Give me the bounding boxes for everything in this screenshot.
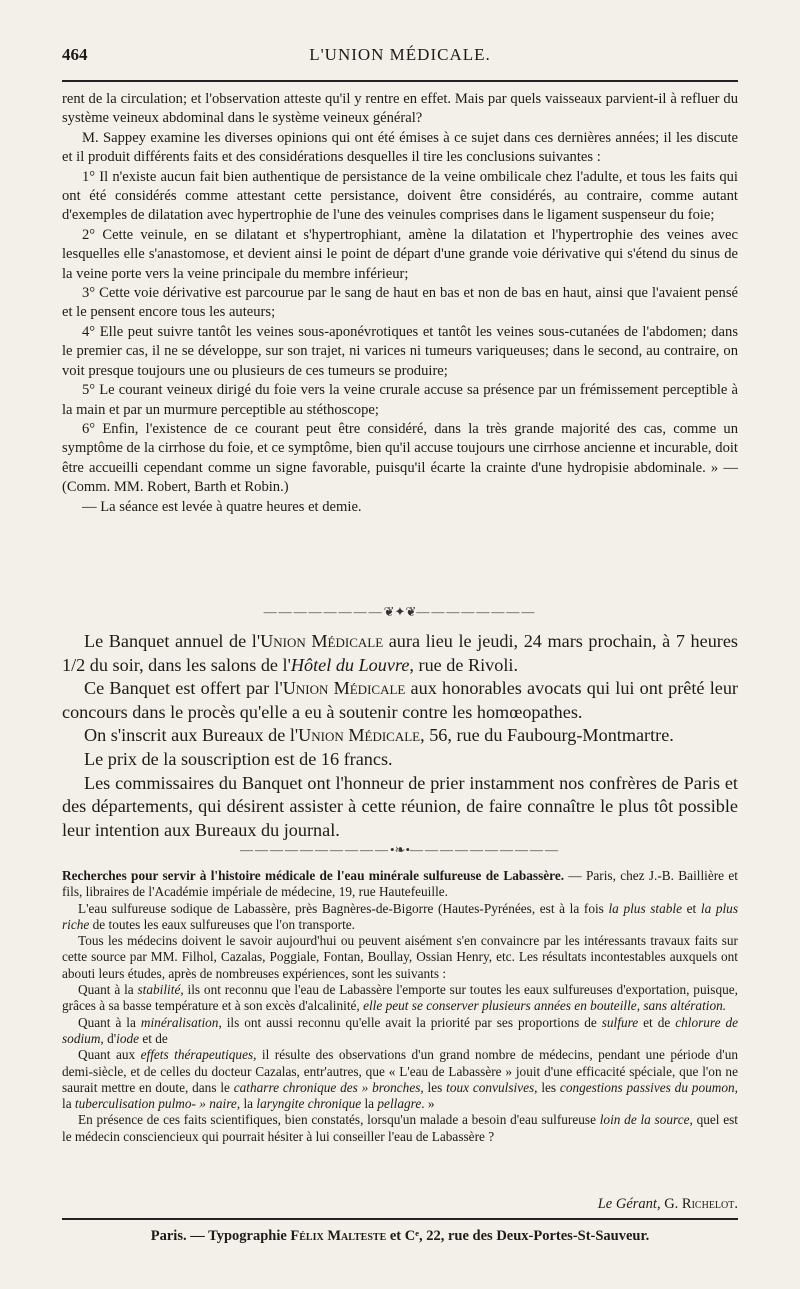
ad-paragraph: En présence de ces faits scientifiques, bien constatés, lorsqu'un malade a besoin d'eau sulfureuse loin de la source, quel est le médecin consciencieux qui pourrait hésiter à lui conseiller l'eau de Labassère ? (62, 1112, 738, 1144)
ad-title: Recherches pour servir à l'histoire médicale de l'eau minérale sulfureuse de Labassère. (62, 868, 565, 883)
paragraph: rent de la circulation; et l'observation atteste qu'il y rentre en effet. Mais par quels vaisseaux parvient-il à refluer du système veineux abdominal dans le système veineux général? (62, 91, 738, 127)
printer-imprint: Paris. — Typographie Félix Malteste et Cᵉ, 22, rue des Deux-Portes-St-Sauveur. (150, 1228, 650, 1244)
ad-paragraph: L'eau sulfureuse sodique de Labassère, près Bagnères-de-Bigorre (Hautes-Pyrénées, est à la fois la plus stable et la plus riche de toutes les eaux sulfureuses que l'on transporte. (62, 900, 739, 932)
gerant-signature: Le Gérant, G. Richelot. (597, 1196, 738, 1212)
ornament-divider: ————————❦✦❦———————— (263, 604, 537, 619)
sappey-report (62, 90, 738, 517)
conclusion-3: 3° Cette voie dérivative est parcourue par le sang de haut en bas et non de bas en haut, ainsi que l'avaient pensé et le pensent encore tous les auteurs; (62, 285, 738, 321)
running-title: L'UNION MÉDICALE. (309, 45, 491, 64)
banquet-paragraph: Les commissaires du Banquet ont l'honneur de prier instamment nos confrères de Paris et des départements, qui désirent assister à cette réunion, de faire connaître le plus tôt possible leur intention aux Bureaux du journal. (62, 772, 738, 840)
ad-paragraph: Quant aux effets thérapeutiques, il résulte des observations d'un grand nombre de médecins, pendant une période d'un demi-siècle, et de celles du docteur Cazalas, entr'autres, que « L'eau de Labassère » jouit d'une efficacité spéciale, que l'on ne saurait mettre en doute, dans le catharre chronique des » bronches, les toux convulsives, les congestions passives du poumon, la tuberculisation pulmo- » naire, la laryngite chronique la pellagre. » (62, 1047, 738, 1112)
conclusion-6: 6° Enfin, l'existence de ce courant peut être considéré, dans la très grande majorité des cas, comme un symptôme de la cirrhose du foie, et ce symptôme, bien qu'il accuse toujours une cirrhose ancienne et incurable, doit être accueilli cependant comme un signe favorable, puisqu'il écarte la crainte d'une hydropisie abdominale. » — (Comm. MM. Robert, Barth et Robin.) (62, 420, 738, 496)
page-header (62, 45, 738, 69)
banquet-paragraph: On s'inscrit aux Bureaux de l'Union Médicale, 56, rue du Faubourg-Montmartre. (84, 725, 674, 746)
ornament-divider: ——————————•❧•—————————— (240, 842, 560, 857)
paragraph: M. Sappey examine les diverses opinions qui ont été émises à ce sujet dans ces dernières années; il les discute et il produit différents faits et des considérations desquelles il tire les conclusions suivantes : (62, 129, 738, 166)
banquet-paragraph: Le Banquet annuel de l'Union Médicale aura lieu le jeudi, 24 mars prochain, à 7 heures 1/2 du soir, dans les salons de l'Hôtel du Louvre, rue de Rivoli. (62, 631, 738, 675)
footer-rule (62, 1218, 738, 1220)
conclusion-5: 5° Le courant veineux dirigé du foie vers la veine crurale accuse sa présence par un frémissement perceptible à la main et par un murmure perceptible au stéthoscope; (62, 382, 738, 418)
session-closed: — La séance est levée à quatre heures et demie. (82, 498, 362, 515)
banquet-paragraph: Ce Banquet est offert par l'Union Médicale aux honorables avocats qui lui ont prêté leur concours dans le procès qu'elle a eu à soutenir contre les homœopathes. (62, 678, 738, 722)
header-rule (62, 80, 738, 82)
ad-paragraph: Tous les médecins doivent le savoir aujourd'hui ou peuvent aisément s'en convaincre par les intéressants travaux faits sur cette source par MM. Filhol, Cazalas, Poggiale, Fontan, Boullay, Ossian Henry, etc. Les résultats incontestables auxquels ont abouti leurs études, après de nombreuses expériences, sont les suivants : (62, 933, 738, 981)
conclusion-1: 1° Il n'existe aucun fait bien authentique de persistance de la veine ombilicale chez l'adulte, et tous les faits qui ont été considérés comme attestant cette persistance, doivent être considérés, au contraire, comme autant d'exemples de dilatation avec hypertrophie de l'une des veinules comprises dans le ligament suspenseur du foie; (62, 168, 738, 224)
conclusion-4: 4° Elle peut suivre tantôt les veines sous-aponévrotiques et tantôt les veines sous-cutanées de l'abdomen; dans le premier cas, il ne se développe, sur son trajet, ni varices ni tumeurs variqueuses; dans le second, au contraire, on voit presque toujours une ou plusieurs de ces tumeurs se produire; (62, 323, 738, 379)
ad-paragraph: Quant à la minéralisation, ils ont aussi reconnu qu'elle avait la priorité par ses proportions de sulfure et de chlorure de sodium, d'iode et de (62, 1014, 739, 1046)
ad-title-paragraph: Recherches pour servir à l'histoire médicale de l'eau minérale sulfureuse de Labassère. — Paris, chez J.-B. Baillière et fils, libraires de l'Académie impériale de médecine, 19, rue Hautefeuille. (62, 868, 738, 900)
labassere-advertisement (62, 868, 738, 1145)
banquet-paragraph: Le prix de la souscription est de 16 francs. (84, 748, 393, 769)
conclusion-2: 2° Cette veinule, en se dilatant et s'hypertrophiant, amène la dilatation et l'hypertrophie des veines avec lesquelles elle s'anastomose, et devient ainsi le point de départ d'une grande voie dérivative qui s'étend du sinus de la veine porte vers la veine principale du membre inférieur; (62, 226, 738, 282)
banquet-announcement (62, 630, 738, 842)
page-number: 464 (62, 45, 88, 64)
ad-paragraph: Quant à la stabilité, ils ont reconnu que l'eau de Labassère l'emporte sur toutes les eaux sulfureuses d'exportation, puisque, grâces à sa basse température et à son excès d'alcalinité, elle peut se conserver plusieurs années en bouteille, sans altération. (62, 982, 738, 1014)
